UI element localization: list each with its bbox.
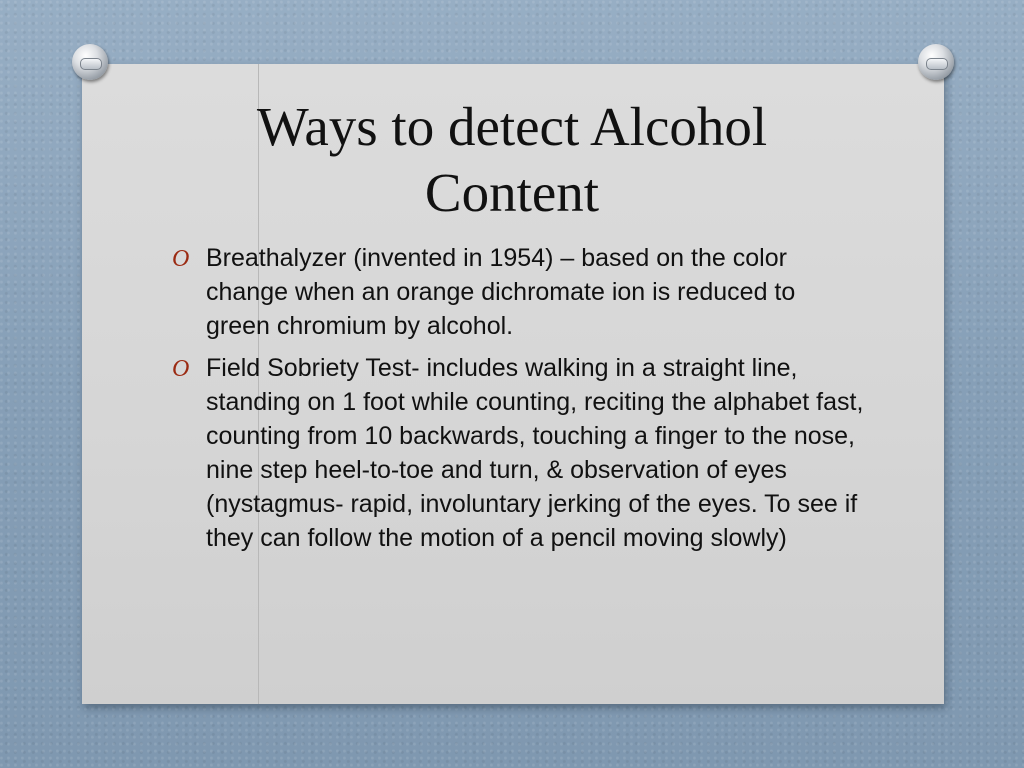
bullet-text: Field Sobriety Test- includes walking in a straight line, standing on 1 foot while counting, reciting the alphabet fast, counting from 10 backwards, touching a finger to the nose, nine step heel-to-toe and turn, & observation of eyes (nystagmus- rapid, involuntary jerking of the eyes. To see if they can follow the motion of a pencil moving slowly) bbox=[206, 354, 864, 552]
pushpin-icon bbox=[918, 44, 954, 80]
slide-title bbox=[0, 94, 1024, 226]
bullet-item-breathalyzer bbox=[172, 241, 866, 343]
slide-title-line-2: Content bbox=[424, 162, 600, 223]
bullet-text: Breathalyzer (invented in 1954) – based on the color change when an orange dichromate ion is reduced to green chromium by alcohol. bbox=[206, 244, 796, 340]
pushpin-icon bbox=[72, 44, 108, 80]
bullet-marker-icon: O bbox=[172, 246, 190, 272]
bullet-list bbox=[172, 241, 866, 563]
bullet-item-field-sobriety bbox=[172, 351, 866, 555]
slide-title-line-1: Ways to detect Alcohol bbox=[256, 96, 768, 157]
bullet-marker-icon: O bbox=[172, 356, 190, 382]
